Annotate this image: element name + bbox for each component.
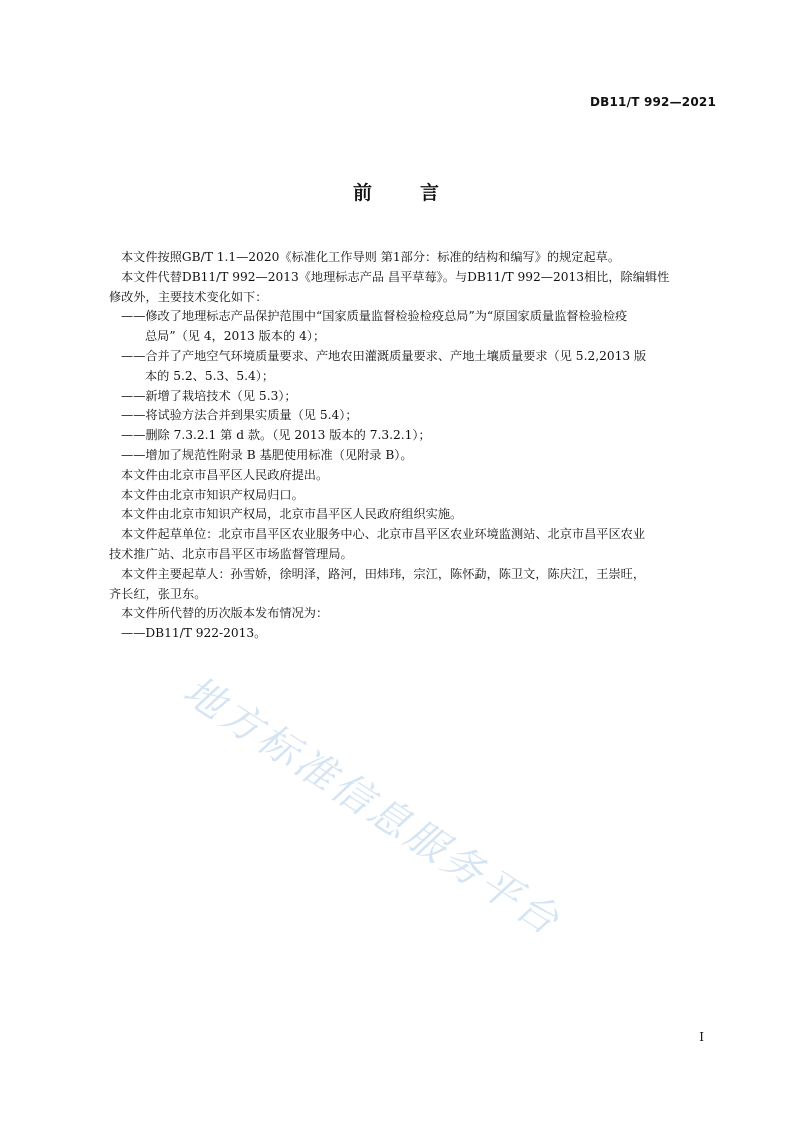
paragraph-implemented-by: 本文件由北京市知识产权局，北京市昌平区人民政府组织实施。	[121, 507, 463, 522]
change-item-3: ——新增了栽培技术（见 5.3）；	[121, 388, 297, 403]
document-id: DB11/T 992—2021	[590, 95, 716, 109]
watermark: 地方标准信息服务平台	[175, 667, 570, 946]
previous-edition-item: ——DB11/T 922-2013。	[121, 626, 267, 641]
paragraph-drafting-units-line-1: 本文件起草单位：北京市昌平区农业服务中心、北京市昌平区农业环境监测站、北京市昌平区农业	[121, 527, 646, 542]
paragraph-under-jurisdiction: 本文件由北京市知识产权局归口。	[121, 487, 304, 502]
section-title: 前言	[352, 182, 487, 204]
change-item-1-line-2: 总局”（见 4，2013 版本的 4）；	[145, 329, 326, 344]
paragraph-drafting-rules: 本文件按照GB/T 1.1—2020《标准化工作导则 第1部分：标准的结构和编写》的规定起草。	[121, 250, 621, 264]
change-item-5: ——删除 7.3.2.1 第 d 款。（见 2013 版本的 7.3.2.1）；	[121, 428, 431, 443]
change-item-4: ——将试验方法合并到果实质量（见 5.4）；	[121, 408, 358, 423]
page-number: I	[699, 1030, 704, 1044]
change-item-6: ——增加了规范性附录 B 基肥使用标准（见附录 B）。	[121, 447, 413, 462]
change-item-1-line-1: ——修改了地理标志产品保护范围中“国家质量监督检验检疫总局”为“原国家质量监督检验检疫	[121, 309, 628, 324]
paragraph-drafters-line-1: 本文件主要起草人：孙雪娇，徐明泽，路河，田炜玮，宗江，陈怀勐，陈卫文，陈庆江，王崇旺，	[121, 566, 646, 581]
paragraph-drafting-units-line-2: 技术推广站、北京市昌平区市场监督管理局。	[109, 546, 353, 561]
change-item-2-line-2: 本的 5.2、5.3、5.4）；	[145, 368, 275, 383]
paragraph-proposed-by: 本文件由北京市昌平区人民政府提出。	[121, 467, 329, 482]
paragraph-drafters-line-2: 齐长红，张卫东。	[109, 586, 207, 601]
paragraph-replaces-line-1: 本文件代替DB11/T 992—2013《地理标志产品 昌平草莓》。与DB11/T 992—2013相比，除编辑性	[121, 269, 670, 284]
paragraph-replaces-line-2: 修改外，主要技术变化如下：	[109, 289, 268, 304]
foreword-body	[109, 248, 719, 644]
change-item-2-line-1: ——合并了产地空气环境质量要求、产地农田灌溉质量要求、产地土壤质量要求（见 5.2,2013 版	[121, 348, 647, 363]
paragraph-previous-editions: 本文件所代替的历次版本发布情况为：	[121, 606, 329, 621]
